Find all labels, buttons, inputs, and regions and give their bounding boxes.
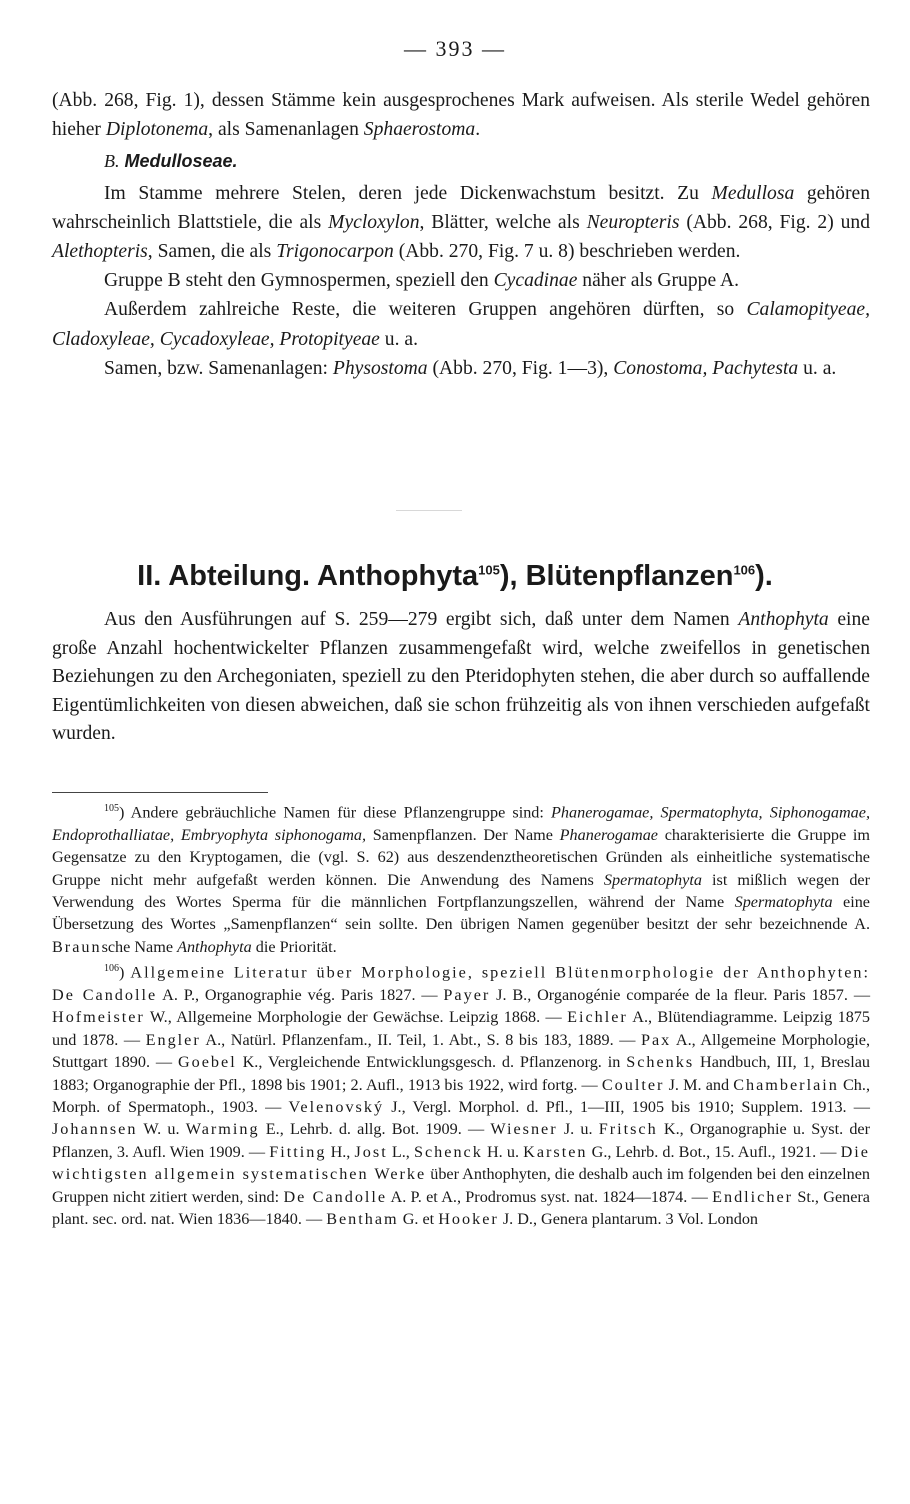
taxon-name: Calamopityeae, Cladoxyleae, Cycadoxyleae, Protopityeae bbox=[52, 299, 870, 350]
footnote-106: $^{106}$) Allgemeine Literatur über Morphologie, speziell Blütenmorphologie der Anthophyten: De Candolle A. P., Organographie vég. Paris 1827. — Payer J. B., Organogénie comparée de la fleur. Paris 1857. — Hofmeister W., Allgemeine Morphologie der Gewächse. Leipzig 1868. — Eichler A., Blütendiagramme. Leipzig 1875 und 1878. — Engler A., Natürl. Pflanzenfam., II. Teil, 1. Abt., S. 8 bis 183, 1889. — Pax A., Allgemeine Morphologie, Stuttgart 1890. — Goebel K., Vergleichende Entwicklungsgesch. d. Pflanzenorg. in Schenks Handbuch, III, 1, Breslau 1883; Organographie der Pfl., 1898 bis 1901; 2. Aufl., 1913 bis 1922, wird fortg. — Coulter J. M. and Chamberlain Ch., Morph. of Spermatoph., 1903. — Velenovský J., Vergl. Morphol. d. Pfl., 1—III, 1905 bis 1910; Supplem. 1913. — Johannsen W. u. Warming E., Lehrb. d. allg. Bot. 1909. — Wiesner J. u. Fritsch K., Organographie u. Syst. der Pflanzen, 3. Aufl. Wien 1909. — Fitting H., Jost L., Schenck H. u. Karsten G., Lehrb. d. Bot., 15. Aufl., 1921. — Die wichtigsten allgemein systematischen Werke über Anthophyten, die deshalb auch im folgenden bei den einzelnen Gruppen nicht zitiert werden, sind: De Candolle A. P. et A., Prodromus syst. nat. 1824—1874. — Endlicher St., Genera plant. sec. ord. nat. Wien 1836—1840. — Bentham G. et Hooker J. D., Genera plantarum. 3 Vol. London bbox=[52, 963, 871, 1229]
footnote-ref-106[interactable]: 106 bbox=[733, 562, 756, 578]
taxon-name: Alethopteris bbox=[52, 241, 148, 263]
paragraph-further-remains: Außerdem zahlreiche Reste, die weiteren Gruppen angehören dürften, so Calamopityeae, Cladoxyleae, Cycadoxyleae, Protopityeae u. a. bbox=[52, 299, 870, 350]
footnote-number: 105 bbox=[104, 803, 119, 814]
paragraph-sterile-fronds: (Abb. 268, Fig. 1), dessen Stämme kein ausgesprochenes Mark aufweisen. Als sterile Wedel gehören hieher Diplotonema, als Samenanlagen Sphaerostoma. bbox=[52, 90, 870, 141]
footnote-105: $^{105}$) Andere gebräuchliche Namen für diese Pflanzengruppe sind: Phanerogamae, Spermatophyta, Siphonogamae, Endoprothalliatae, Embryophyta siphonogama, Samenpflanzen. Der Name Phanerogamae charakterisierte die Gruppe im Gegensatze zu den Kryptogamen, die (vgl. S. 62) aus deszendenztheoretischen Gründen als einheitliche systematische Gruppe nicht mehr aufgefaßt werden können. Die Anwendung des Namens Spermatophyta ist mißlich wegen der Verwendung des Wortes Sperma für die männlichen Fortpflanzungszellen, während der Name Spermatophyta eine Übersetzung des Wortes „Samenpflanzen“ sein sollte. Den übrigen Namen gegenüber besitzt der sehr bezeichnende A. Braunsche Name Anthophyta die Priorität. bbox=[52, 803, 871, 956]
taxon-name: Physostoma bbox=[332, 357, 428, 379]
footnote-number: 106 bbox=[104, 963, 119, 975]
subheading-medulloseae bbox=[52, 147, 870, 176]
taxon-name: Diplotonema bbox=[105, 119, 209, 141]
paragraph-gruppe-b: Gruppe B steht den Gymnospermen, speziell den Cycadinae näher als Gruppe A. bbox=[104, 270, 740, 292]
taxon-name: Neuropteris bbox=[586, 211, 680, 233]
subheading-title: Medulloseae. bbox=[124, 151, 238, 172]
footnote-ref-105[interactable]: 105 bbox=[478, 562, 500, 578]
section-heading: II. Abteilung. Anthophyta$^{105}$), Blütenpflanzen$^{106}$). bbox=[137, 560, 773, 592]
taxon-name: Anthophyta bbox=[738, 609, 829, 630]
taxon-name: Cycadinae bbox=[493, 270, 578, 292]
taxon-name: Conostoma, Pachytesta bbox=[613, 357, 799, 379]
taxon-name: Mycloxylon bbox=[328, 211, 420, 233]
footnotes bbox=[52, 798, 870, 1231]
main-text bbox=[52, 86, 870, 383]
taxon-name: Medullosa bbox=[711, 182, 795, 204]
subheading-letter: B. bbox=[104, 151, 120, 172]
taxon-name: Trigonocarpon bbox=[276, 241, 394, 263]
footnote-separator bbox=[52, 792, 268, 793]
taxon-name: Sphaerostoma bbox=[363, 119, 476, 141]
page-number: — 393 — bbox=[404, 36, 506, 61]
section-body bbox=[52, 606, 870, 749]
section-divider bbox=[396, 510, 462, 511]
paragraph-medullosa: Im Stamme mehrere Stelen, deren jede Dickenwachstum besitzt. Zu Medullosa gehören wahrscheinlich Blattstiele, die als Mycloxylon, Blätter, welche als Neuropteris (Abb. 268, Fig. 2) und Alethopteris, Samen, die als Trigonocarpon (Abb. 270, Fig. 7 u. 8) beschrieben werden. bbox=[52, 182, 870, 263]
paragraph-seeds: Samen, bzw. Samenanlagen: Physostoma (Abb. 270, Fig. 1—3), Conostoma, Pachytesta u. a. bbox=[104, 357, 837, 379]
paragraph-anthophyta-intro: Aus den Ausführungen auf S. 259—279 ergibt sich, daß unter dem Namen Anthophyta eine große Anzahl hochentwickelter Pflanzen zusammengefaßt wird, welche zweifellos in genetischen Beziehungen zu den Archegoniaten, speziell zu den Pteridophyten stehen, die aber durch so auffallende Eigentümlichkeiten von diesen abweichen, daß sie schon frühzeitig als von ihnen verschieden aufgefaßt wurden. bbox=[52, 609, 870, 744]
